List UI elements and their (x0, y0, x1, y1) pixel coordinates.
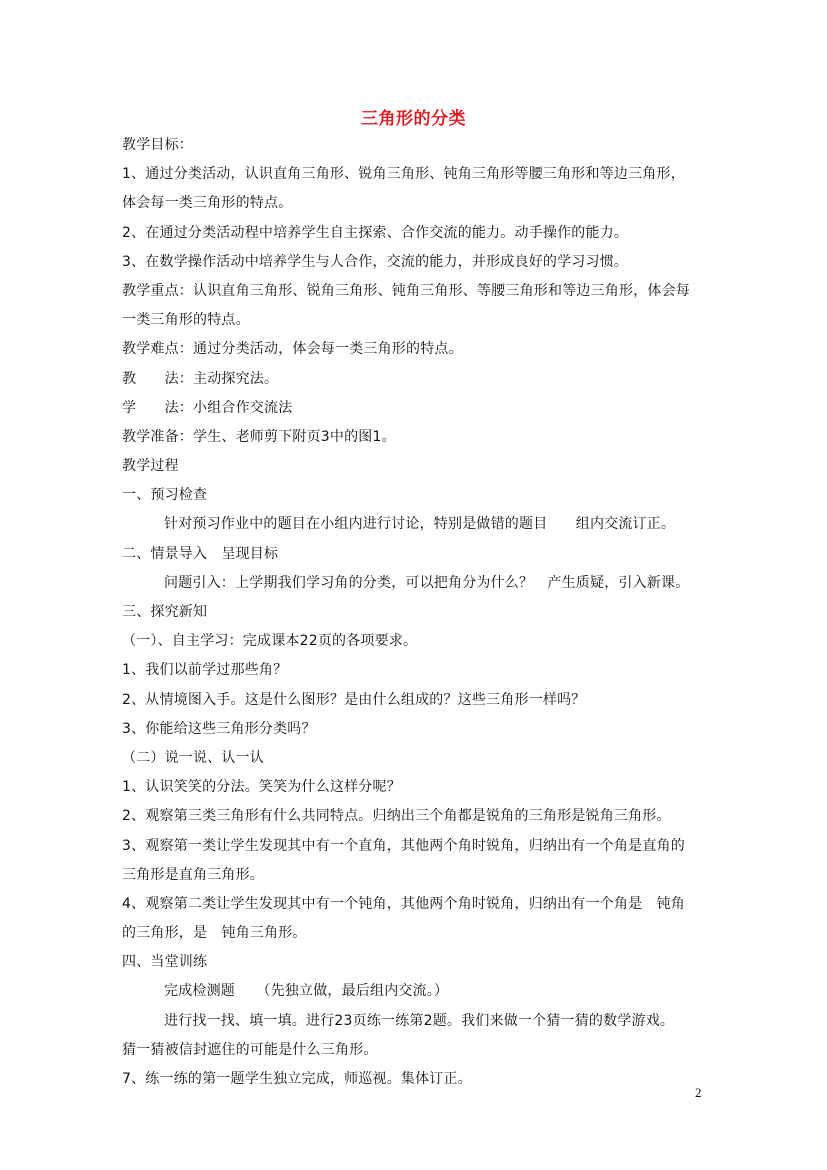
subsection-2-heading: （二）说一说、认一认 (122, 749, 264, 766)
goal-3: 3、在数学操作活动中培养学生与人合作，交流的能力，并形成良好的学习习惯。 (122, 253, 629, 270)
subsection-2-item-4-line-1: 4、观察第二类让学生发现其中有一个钝角，其他两个角时锐角，归纳出有一个角是 钝角 (122, 895, 685, 912)
section-2-heading: 二、情景导入 呈现目标 (122, 545, 279, 562)
goal-2: 2、在通过分类活动程中培养学生自主探索、合作交流的能力。动手操作的能力。 (122, 224, 629, 241)
section-4-item-7: 7、练一练的第一题学生独立完成，师巡视。集体订正。 (122, 1071, 472, 1087)
goal-1-line-1: 1、通过分类活动，认识直角三角形、锐角三角形、钝角三角形等腰三角形和等边三角形， (122, 166, 685, 183)
document-body (122, 131, 712, 1094)
section-4-activity-line-1: 进行找一找、填一填。进行23页练一练第2题。我们来做一个猜一猜的数学游戏。 (164, 1012, 675, 1029)
subsection-2-item-3-line-1: 3、观察第一类让学生发现其中有一个直角，其他两个角时锐角，归纳出有一个角是直角的 (122, 837, 685, 854)
learning-method: 学 法：小组合作交流法 (122, 399, 293, 416)
teaching-focus-line-1: 教学重点：认识直角三角形、锐角三角形、钝角三角形、等腰三角形和等边三角形，体会每 (122, 282, 690, 299)
section-4-heading: 四、当堂训练 (122, 954, 208, 971)
subsection-1-item-3: 3、你能给这些三角形分类吗？ (122, 720, 316, 737)
teaching-method: 教 法：主动探究法。 (122, 370, 279, 387)
document-title: 三角形的分类 (361, 109, 466, 129)
teaching-process-heading: 教学过程 (122, 458, 179, 475)
goal-1-line-2: 体会每一类三角形的特点。 (122, 195, 293, 212)
section-1-text: 针对预习作业中的题目在小组内进行讨论，特别是做错的题目 组内交流订正。 (164, 516, 676, 533)
subsection-1-heading: （一）、自主学习：完成课本22页的各项要求。 (122, 633, 418, 650)
page-number: 2 (695, 1085, 702, 1100)
subsection-1-item-2: 2、从情境图入手。这是什么图形？是由什么组成的？这些三角形一样吗？ (122, 691, 586, 708)
teaching-difficulty: 教学难点：通过分类活动，体会每一类三角形的特点。 (122, 341, 463, 358)
section-3-heading: 三、探究新知 (122, 604, 208, 620)
section-4-task: 完成检测题 （先独立做，最后组内交流。） (164, 983, 449, 1000)
teaching-preparation: 教学准备：学生、老师剪下附页3中的图1。 (122, 428, 396, 445)
subsection-2-item-1: 1、认识笑笑的分法。笑笑为什么这样分呢？ (122, 779, 401, 796)
teaching-focus-line-2: 一类三角形的特点。 (122, 312, 250, 329)
subsection-2-item-2: 2、观察第三类三角形有什么共同特点。归纳出三个角都是锐角的三角形是锐角三角形。 (122, 808, 671, 825)
subsection-2-item-3-line-2: 三角形是直角三角形。 (122, 866, 264, 883)
teaching-goals-heading: 教学目标： (122, 137, 193, 153)
subsection-2-item-4-line-2: 的三角形，是 钝角三角形。 (122, 925, 307, 942)
section-1-heading: 一、预习检查 (122, 487, 208, 504)
subsection-1-item-1: 1、我们以前学过那些角？ (122, 662, 288, 679)
section-4-activity-line-2: 猜一猜被信封遮住的可能是什么三角形。 (122, 1041, 378, 1058)
section-2-text: 问题引入：上学期我们学习角的分类，可以把角分为什么？ 产生质疑，引入新课。 (164, 574, 690, 591)
